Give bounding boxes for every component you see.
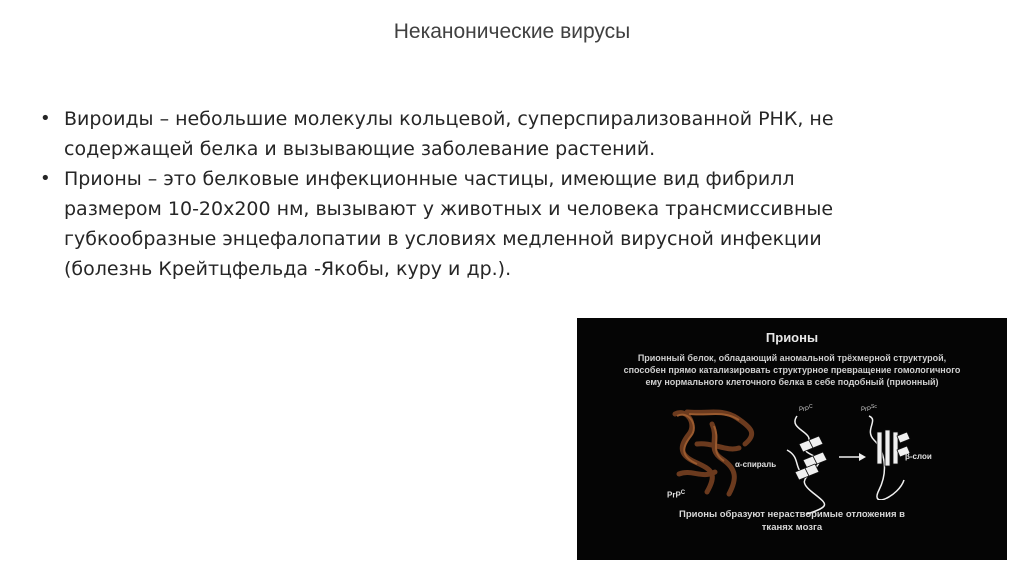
bullet-line: содержащей белка и вызывающие заболевание растений. xyxy=(64,138,656,160)
prp-right-label xyxy=(861,404,877,413)
figure-caption-line: тканях мозга xyxy=(761,522,823,533)
figure-description-line: ему нормального клеточного белка в себе подобный (прионный) xyxy=(645,377,939,387)
prp-right-label-sup: Sc xyxy=(871,404,877,410)
bullet-dot-icon: • xyxy=(40,108,51,129)
bullet-dot-icon: • xyxy=(40,168,51,189)
prp-normal-structure-image xyxy=(777,410,847,520)
bullet-line: Прионы – это белковые инфекционные частицы, имеющие вид фибрилл xyxy=(64,168,795,190)
figure-description-line: способен прямо катализировать структурное превращение гомологичного xyxy=(623,365,961,375)
bullet-line: губкообразные энцефалопатии в условиях медленной вирусной инфекции xyxy=(64,228,822,250)
figure-caption xyxy=(617,508,967,534)
figure-caption-line: Прионы образуют нерастворимые отложения в xyxy=(678,509,906,520)
figure-description-line: Прионный белок, обладающий аномальной трёхмерной структурой, xyxy=(637,353,947,363)
bullet-line: размером 10-20х200 нм, вызывают у животных и человека трансмиссивные xyxy=(64,198,834,220)
prp-left-label xyxy=(799,404,813,413)
bullet-item-viroids xyxy=(34,104,934,164)
bullet-line: Вироиды – небольшие молекулы кольцевой, суперспирализованной РНК, не xyxy=(64,108,834,130)
prion-figure xyxy=(577,318,1007,560)
prp-right-label-text: PrP xyxy=(861,407,872,413)
bullet-line: (болезнь Крейтцфельда -Якобы, куру и др.). xyxy=(64,258,512,280)
slide-title: Неканонические вирусы xyxy=(393,20,631,43)
prpc-label xyxy=(667,490,685,500)
beta-sheet-label: β-слои xyxy=(905,452,932,461)
prpc-label-text: PrP xyxy=(667,490,681,500)
bullet-list xyxy=(34,104,934,284)
bullet-item-prions xyxy=(34,164,934,284)
figure-title: Прионы xyxy=(765,330,819,345)
prpc-protein-image xyxy=(667,404,762,499)
prp-left-label-sup: C xyxy=(809,404,813,410)
prp-left-label-text: PrP xyxy=(799,407,810,413)
prpc-label-sup: C xyxy=(680,490,686,496)
figure-description xyxy=(597,352,987,388)
alpha-helix-label: α-спираль xyxy=(735,460,777,469)
